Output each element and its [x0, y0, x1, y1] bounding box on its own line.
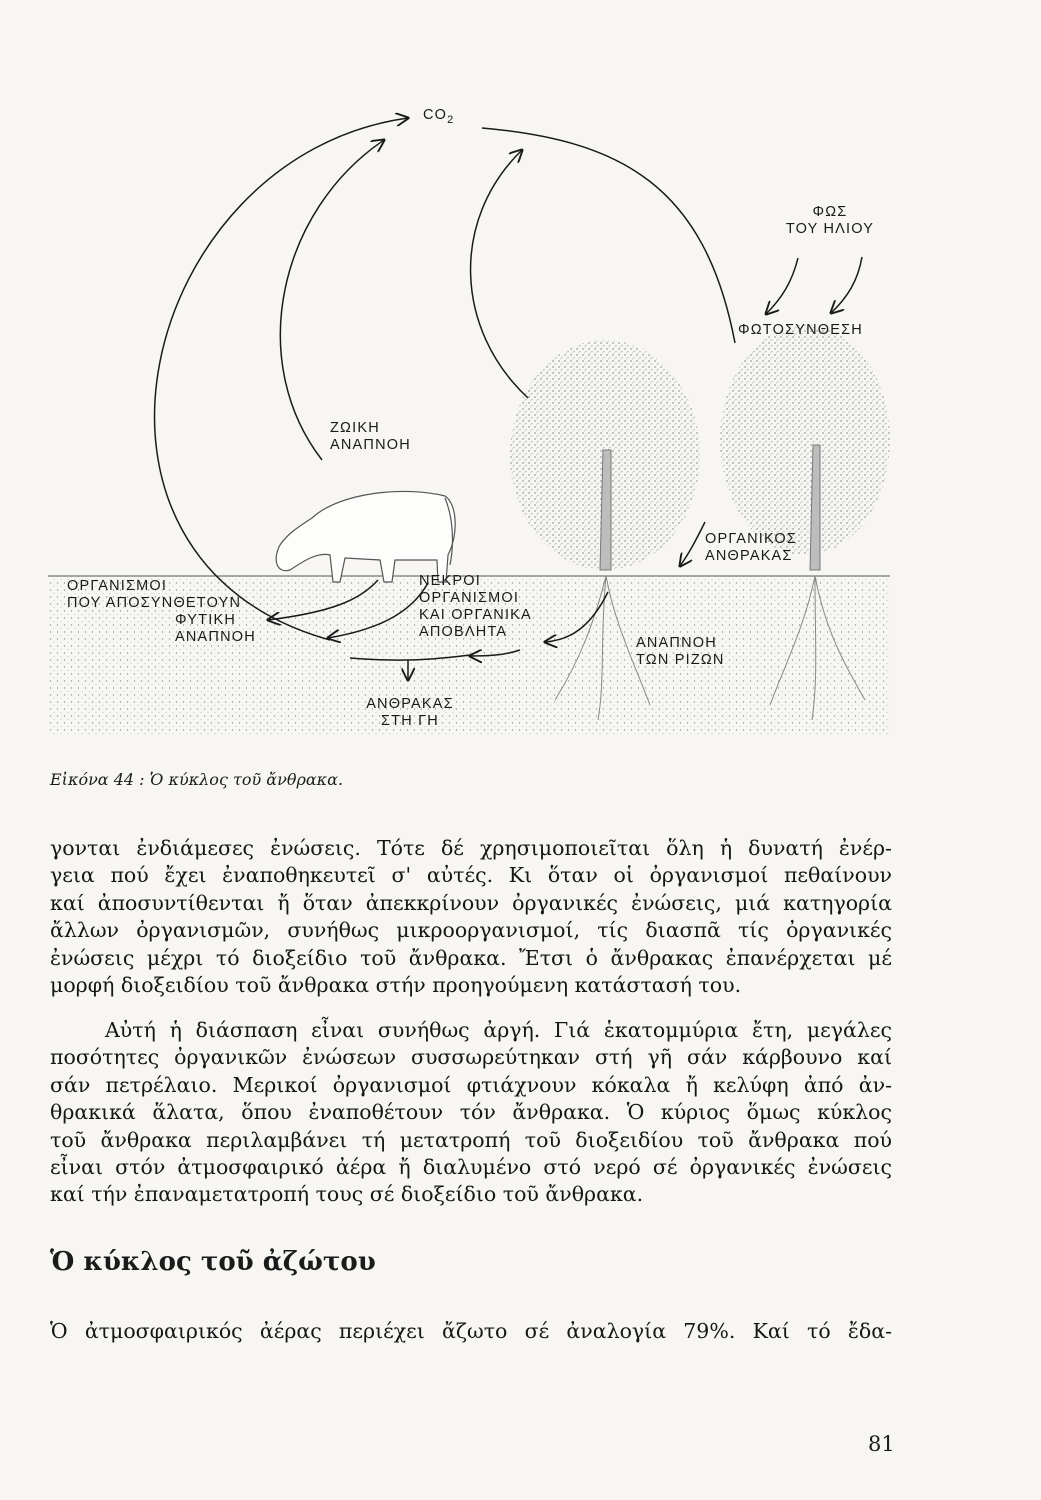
paragraph-1	[50, 835, 892, 999]
paragraph-3	[50, 1318, 892, 1345]
text-line: ποσότητες ὀργανικῶν ἐνώσεων συσσωρεύτηκαν στή γῆ σάν κάρβουνο καί	[50, 1045, 892, 1070]
text-line: Αὐτή ἡ διάσπαση εἶναι συνήθως ἀργή. Γιά ἑκατομμύρια ἔτη, μεγάλες	[105, 1018, 892, 1042]
paragraph-2	[50, 1017, 892, 1209]
sunlight-label: ΦΩΣ ΤΟΥ ΗΛΙΟΥ	[785, 204, 875, 237]
text-line: Ὁ ἀτμοσφαιρικός ἀέρας περιέχει ἄζωτο σέ ἀναλογία 79%. Καί τό ἔδα-	[50, 1319, 892, 1343]
text-line: θρακικά ἅλατα, ὅπου ἐναποθέτουν τόν ἄνθρακα. Ὁ κύριος ὅμως κύκλος	[50, 1100, 892, 1125]
arrow-sun-to-photosynthesis-2	[831, 257, 862, 313]
text-line: τοῦ ἄνθρακα περιλαμβάνει τή μετατροπή τοῦ διοξειδίου τοῦ ἄνθρακα πού	[50, 1127, 892, 1152]
photosynthesis-label: ΦΩΤΟΣΥΝΘΕΣΗ	[738, 322, 863, 338]
decomposers-label: ΟΡΓΑΝΙΣΜΟΙ ΠΟΥ ΑΠΟΣΥΝΘΕΤΟΥΝ	[67, 578, 242, 611]
text-line: γεια πού ἔχει ἐναποθηκευτεῖ σ' αὐτές. Κι ὅταν οἱ ὀργανισμοί πεθαίνουν	[50, 863, 892, 888]
page-number: 81	[868, 1432, 895, 1456]
root-respiration-label: ΑΝΑΠΝΟΗ ΤΩΝ ΡΙΖΩΝ	[636, 635, 725, 668]
figure-caption: Εἰκόνα 44 : Ὁ κύκλος τοῦ ἄνθρακα.	[50, 770, 344, 789]
cow-illustration	[276, 491, 455, 582]
text-line: μορφή διοξειδίου τοῦ ἄνθρακα στήν προηγούμενη κατάστασή του.	[50, 973, 742, 998]
text-line: ἄλλων ὀργανισμῶν, συνήθως μικροοργανισμοί, τίς διασπᾶ τίς ὀργανικές	[50, 918, 892, 943]
plant-respiration-label: ΦΥΤΙΚΗ ΑΝΑΠΝΟΗ	[175, 612, 256, 645]
co2-label: $CO_2$	[423, 107, 455, 126]
text-line: καί τήν ἐπαναμετατροπή τους σέ διοξείδιο τοῦ ἄνθρακα.	[50, 1182, 644, 1207]
text-line: ἐνώσεις μέχρι τό διοξείδιο τοῦ ἄνθρακα. Ἔτσι ὁ ἄνθρακας ἐπανέρχεται μέ	[50, 945, 892, 970]
organic-carbon-label: ΟΡΓΑΝΙΚΟΣ ΑΝΘΡΑΚΑΣ	[705, 531, 798, 564]
carbon-in-earth-label: ΑΝΘΡΑΚΑΣ ΣΤΗ ΓΗ	[366, 696, 454, 729]
text-line: γονται ἐνδιάμεσες ἐνώσεις. Τότε δέ χρησιμοποιεῖται ὅλη ἡ δυνατή ἐνέρ-	[50, 836, 892, 860]
text-line: καί ἀποσυντίθενται ἤ ὅταν ἀπεκκρίνουν ὀργανικές ἐνώσεις, μιά κατηγορία	[50, 890, 892, 915]
dead-organisms-label: ΝΕΚΡΟΙ ΟΡΓΑΝΙΣΜΟΙ ΚΑΙ ΟΡΓΑΝΙΚΑ ΑΠΟΒΛΗΤΑ	[419, 573, 532, 640]
arrow-co2-to-plants	[482, 128, 735, 343]
arrow-animal-to-co2	[280, 140, 384, 460]
section-title: Ὁ κύκλος τοῦ ἀζώτου	[50, 1247, 376, 1277]
arrow-organic-carbon	[680, 522, 705, 566]
text-line: σάν πετρέλαιο. Μερικοί ὀργανισμοί φτιάχνουν κόκαλα ἤ κελύφη ἀπό ἀν-	[50, 1072, 892, 1097]
animal-respiration-label: ΖΩΙΚΗ ΑΝΑΠΝΟΗ	[330, 420, 411, 453]
arrow-plant-to-co2	[471, 150, 528, 398]
arrow-sun-to-photosynthesis-1	[766, 258, 798, 314]
text-line: εἶναι στόν ἀτμοσφαιρικό ἀέρα ἤ διαλυμένο στό νερό σέ ὀργανικές ἐνώσεις	[50, 1155, 892, 1180]
